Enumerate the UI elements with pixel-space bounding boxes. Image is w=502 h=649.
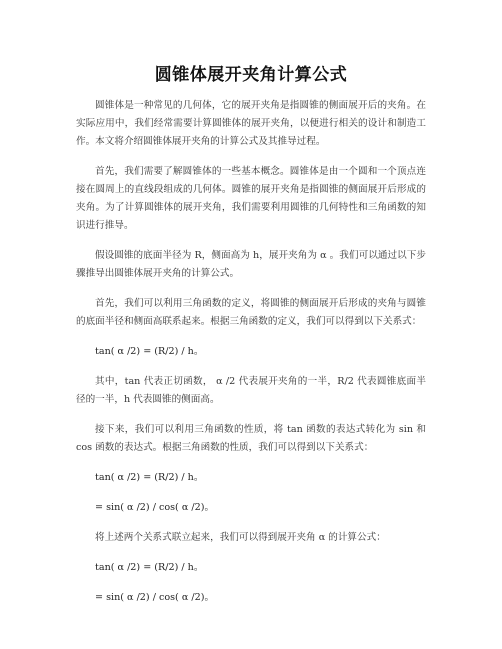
paragraph: 其中，tan 代表正切函数， α /2 代表展开夹角的一半，R/2 代表圆锥底面半径的一半，h 代表圆锥的侧面高。 xyxy=(76,376,426,405)
formula-line: tan( α /2) = (R/2) / h。 xyxy=(95,562,204,573)
paragraph: 假设圆锥的底面半径为 R，侧面高为 h，展开夹角为 α 。我们可以通过以下步骤推导出圆锥体展开夹角的计算公式。 xyxy=(76,250,426,279)
document-title: 圆锥体展开夹角计算公式 xyxy=(154,65,348,85)
paragraph: 接下来，我们可以利用三角函数的性质，将 tan 函数的表达式转化为 sin 和 cos 函数的表达式。根据三角函数的性质，我们可以得到以下关系式： xyxy=(76,424,426,453)
document-body xyxy=(76,97,426,619)
paragraph: 首先，我们可以利用三角函数的定义，将圆锥的侧面展开后形成的夹角与圆锥的底面半径和侧面高联系起来。根据三角函数的定义，我们可以得到以下关系式： xyxy=(76,298,426,327)
paragraph: 圆锥体是一种常见的几何体，它的展开夹角是指圆锥的侧面展开后的夹角。在实际应用中，我们经常需要计算圆锥体的展开夹角，以便进行相关的设计和制造工作。本文将介绍圆锥体展开夹角的计算公式及其推导过程。 xyxy=(76,100,426,147)
formula-line: = sin( α /2) / cos( α /2)。 xyxy=(95,502,215,513)
formula-line: tan( α /2) = (R/2) / h。 xyxy=(95,472,204,483)
paragraph: 首先，我们需要了解圆锥体的一些基本概念。圆锥体是由一个圆和一个顶点连接在圆周上的直线段组成的几何体。圆锥的展开夹角是指圆锥的侧面展开后形成的夹角。为了计算圆锥体的展开夹角，我们需要利用圆锥的几何特性和三角函数的知识进行推导。 xyxy=(76,166,426,231)
formula-line: = sin( α /2) / cos( α /2)。 xyxy=(95,592,215,603)
formula-line: tan( α /2) = (R/2) / h。 xyxy=(95,346,204,357)
paragraph: 将上述两个关系式联立起来，我们可以得到展开夹角 α 的计算公式： xyxy=(95,532,386,543)
